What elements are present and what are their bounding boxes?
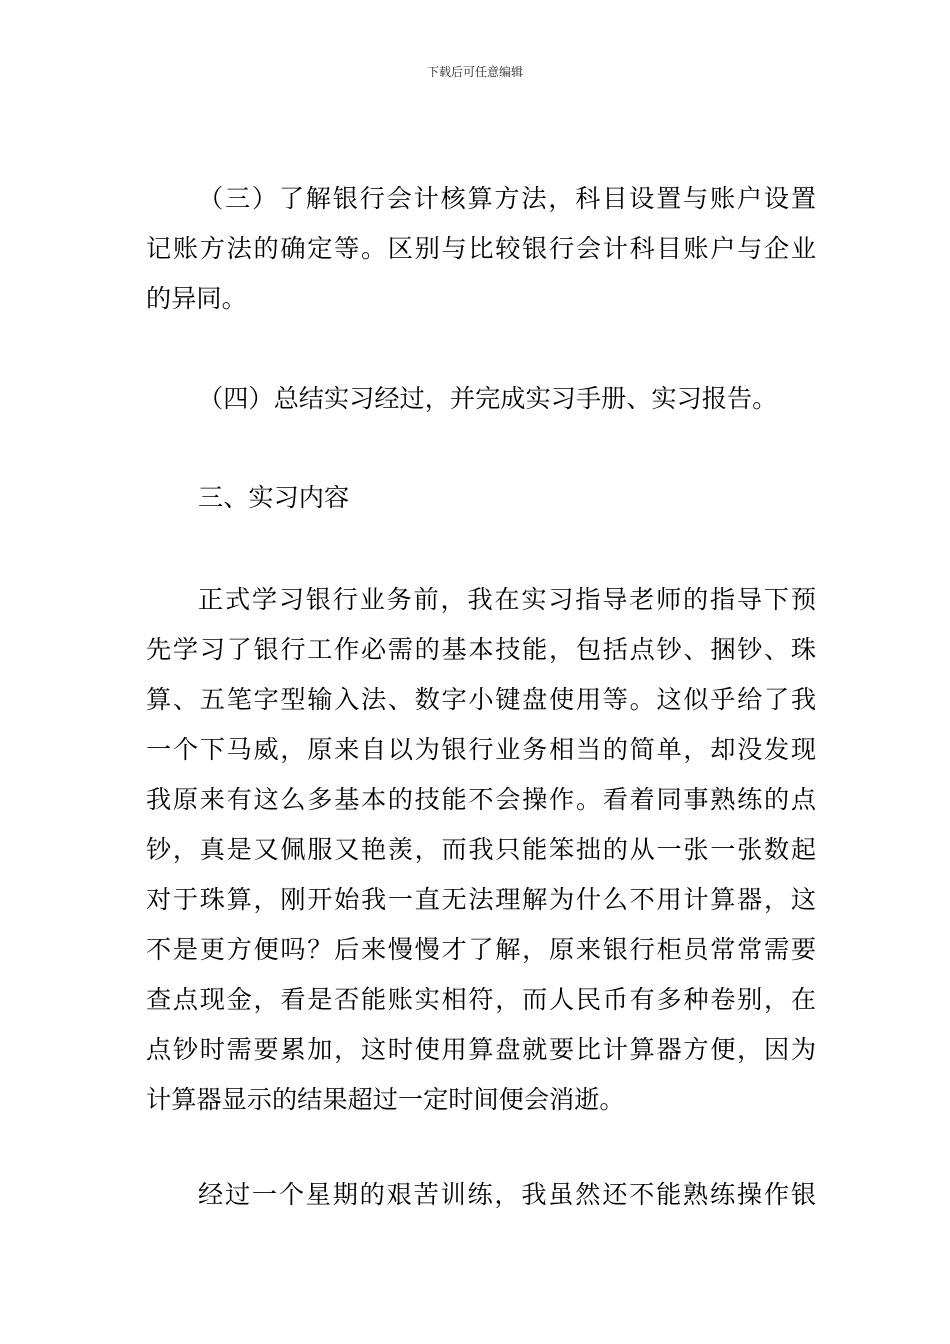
text-line: 点钞时需要累加，这时使用算盘就要比计算器方便，因为: [146, 1035, 816, 1064]
text-line: 对于珠算，刚开始我一直无法理解为什么不用计算器，这: [146, 885, 816, 914]
text-line: 一个下马威，原来自以为银行业务相当的简单，却没发现: [146, 735, 816, 764]
section-heading: [146, 473, 816, 523]
section-heading-text: 三、实习内容: [198, 483, 350, 512]
paragraph-training: [146, 1170, 816, 1220]
page-header: 下载后可任意编辑: [426, 65, 523, 79]
paragraph-bookkeeping: [146, 174, 816, 324]
text-line: 钞，真是又佩服又艳羡，而我只能笨拙的从一张一张数起: [146, 835, 816, 864]
text-line: 不是更方便吗？后来慢慢才了解，原来银行柜员常常需要: [146, 935, 816, 964]
text-line: （四）总结实习经过，并完成实习手册、实习报告。: [198, 384, 778, 413]
text-line: 先学习了银行工作必需的基本技能，包括点钞、捆钞、珠: [146, 635, 816, 664]
paragraph-summary: [146, 374, 816, 424]
text-line: （三）了解银行会计核算方法，科目设置与账户设置: [198, 184, 816, 213]
paragraph-basic-skills: [146, 575, 816, 1125]
text-line: 算、五笔字型输入法、数字小键盘使用等。这似乎给了我: [146, 685, 816, 714]
text-line: 查点现金，看是否能账实相符，而人民币有多种卷别，在: [146, 985, 816, 1014]
text-line: 计算器显示的结果超过一定时间便会消逝。: [146, 1085, 625, 1114]
text-line: 的异同。: [146, 284, 247, 313]
text-line: 记账方法的确定等。区别与比较银行会计科目账户与企业: [146, 234, 816, 263]
text-line: 我原来有这么多基本的技能不会操作。看着同事熟练的点: [146, 785, 816, 814]
text-line: 正式学习银行业务前，我在实习指导老师的指导下预: [198, 585, 816, 614]
text-line: 经过一个星期的艰苦训练，我虽然还不能熟练操作银: [198, 1180, 816, 1209]
